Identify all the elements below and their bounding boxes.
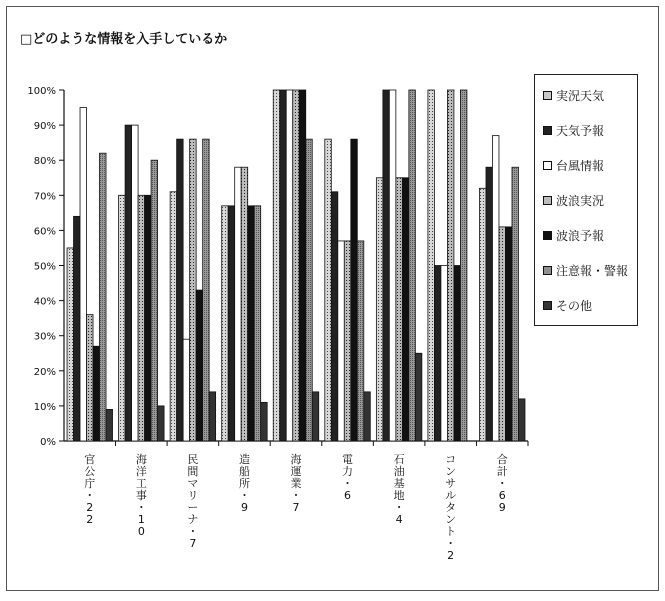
legend-swatch bbox=[543, 301, 552, 310]
bar-7-6 bbox=[364, 392, 371, 441]
y-tick-label: 20% bbox=[33, 366, 56, 378]
x-tick-label: 石油基地・ 4 bbox=[393, 453, 405, 526]
legend-swatch bbox=[543, 126, 552, 135]
bar-6-3 bbox=[203, 139, 210, 441]
bar-6-2 bbox=[151, 160, 158, 441]
bar-4-3 bbox=[190, 139, 197, 441]
x-tick-label: 官公庁・ 2 2 bbox=[84, 453, 96, 526]
legend-swatch bbox=[543, 196, 552, 205]
legend-swatch bbox=[543, 266, 552, 275]
legend-label: その他 bbox=[556, 298, 593, 313]
bar-6-9 bbox=[512, 167, 519, 441]
legend-swatch bbox=[543, 161, 552, 170]
x-tick-label: 海洋工事・ 1 0 bbox=[135, 453, 147, 538]
bar-4-1 bbox=[87, 315, 94, 441]
bar-4-5 bbox=[293, 90, 300, 441]
bar-3-2 bbox=[132, 125, 139, 441]
bar-1-2 bbox=[119, 195, 126, 441]
y-tick-label: 80% bbox=[33, 156, 56, 168]
bar-5-1 bbox=[93, 346, 100, 441]
bar-5-7 bbox=[402, 178, 409, 441]
legend-label: 天気予報 bbox=[556, 123, 605, 138]
bar-1-4 bbox=[222, 206, 229, 441]
bar-7-3 bbox=[209, 392, 216, 441]
y-tick-label: 40% bbox=[33, 296, 56, 308]
legend bbox=[534, 74, 638, 326]
bar-4-2 bbox=[138, 195, 145, 441]
bar-3-7 bbox=[389, 90, 396, 441]
bar-3-3 bbox=[183, 339, 190, 441]
legend-label: 台風情報 bbox=[556, 158, 605, 173]
bar-4-4 bbox=[241, 167, 248, 441]
legend-swatch bbox=[543, 231, 552, 240]
bar-5-9 bbox=[505, 227, 512, 441]
bar-5-5 bbox=[299, 90, 306, 441]
bar-2-4 bbox=[228, 206, 235, 441]
bar-3-4 bbox=[235, 167, 242, 441]
legend-item bbox=[543, 87, 604, 103]
bar-6-4 bbox=[254, 206, 261, 441]
bar-3-9 bbox=[492, 136, 499, 441]
bar-2-5 bbox=[280, 90, 287, 441]
legend-label: 注意報・警報 bbox=[556, 263, 629, 278]
y-tick-label: 70% bbox=[33, 191, 56, 203]
bar-2-3 bbox=[177, 139, 184, 441]
bar-3-5 bbox=[286, 90, 293, 441]
bar-5-3 bbox=[196, 290, 203, 441]
x-tick-label: 民間マリーナ・ 7 bbox=[187, 453, 199, 550]
legend-item bbox=[543, 297, 592, 313]
y-tick-label: 90% bbox=[33, 121, 56, 133]
x-tick-label: 電力・ 6 bbox=[342, 453, 354, 502]
bar-2-8 bbox=[434, 266, 441, 442]
y-tick-label: 60% bbox=[33, 226, 56, 238]
bar-6-6 bbox=[357, 241, 364, 441]
bar-6-7 bbox=[409, 90, 416, 441]
legend-item bbox=[543, 192, 604, 208]
bar-7-7 bbox=[415, 353, 422, 441]
legend-item bbox=[543, 157, 604, 173]
bar-1-6 bbox=[325, 139, 332, 441]
legend-item bbox=[543, 122, 604, 138]
y-tick-label: 50% bbox=[33, 261, 56, 273]
bar-5-8 bbox=[454, 266, 461, 442]
bar-5-4 bbox=[248, 206, 255, 441]
bar-1-9 bbox=[479, 188, 486, 441]
bar-3-8 bbox=[441, 266, 448, 442]
x-tick-label: 造船所・ 9 bbox=[238, 453, 250, 514]
bar-1-1 bbox=[67, 248, 74, 441]
x-tick-label: 海運業・ 7 bbox=[290, 453, 302, 514]
bar-2-9 bbox=[486, 167, 493, 441]
bar-1-7 bbox=[376, 178, 383, 441]
bar-7-1 bbox=[106, 409, 113, 441]
bar-2-2 bbox=[125, 125, 132, 441]
legend-swatch bbox=[543, 91, 552, 100]
bar-2-6 bbox=[331, 192, 338, 441]
bar-7-5 bbox=[312, 392, 319, 441]
bar-1-8 bbox=[428, 90, 435, 441]
legend-label: 実況天気 bbox=[556, 88, 605, 103]
bar-2-1 bbox=[74, 216, 81, 441]
bar-7-9 bbox=[518, 399, 525, 441]
bar-1-3 bbox=[170, 192, 177, 441]
bar-1-5 bbox=[273, 90, 280, 441]
bar-6-1 bbox=[100, 153, 107, 441]
bar-4-6 bbox=[344, 241, 351, 441]
bar-5-6 bbox=[351, 139, 358, 441]
y-tick-label: 100% bbox=[27, 86, 56, 97]
legend-label: 波浪予報 bbox=[556, 228, 605, 243]
bar-4-7 bbox=[396, 178, 403, 441]
legend-item bbox=[543, 262, 628, 278]
x-tick-label: コンサルタント・ 2 bbox=[445, 453, 457, 562]
bar-7-4 bbox=[261, 402, 268, 441]
bar-5-2 bbox=[145, 195, 152, 441]
legend-item bbox=[543, 227, 604, 243]
chart-title: □どのような情報を入手しているか bbox=[20, 32, 228, 47]
legend-label: 波浪実況 bbox=[556, 193, 605, 208]
y-tick-label: 10% bbox=[33, 401, 56, 413]
bar-3-6 bbox=[338, 241, 345, 441]
bar-6-8 bbox=[460, 90, 467, 441]
y-tick-label: 0% bbox=[40, 437, 56, 448]
x-tick-label: 合計・ 6 9 bbox=[496, 453, 508, 514]
bar-3-1 bbox=[80, 108, 87, 441]
y-tick-label: 30% bbox=[33, 331, 56, 343]
bar-2-7 bbox=[383, 90, 390, 441]
bar-4-9 bbox=[499, 227, 506, 441]
bar-6-5 bbox=[306, 139, 313, 441]
bar-4-8 bbox=[447, 90, 454, 441]
bar-7-2 bbox=[158, 406, 165, 441]
